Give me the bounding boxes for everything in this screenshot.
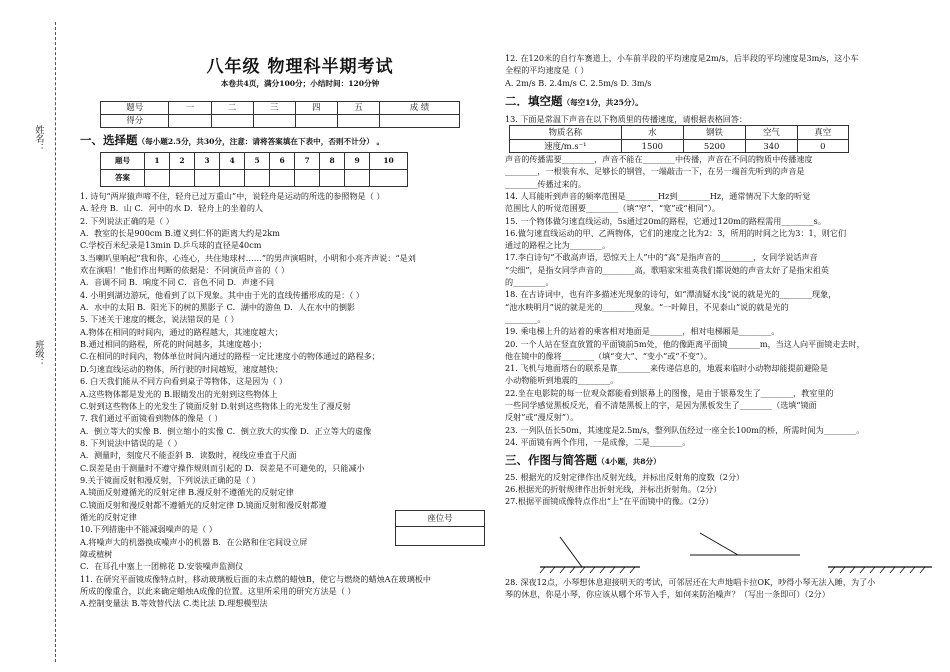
question-line: 7. 我们通过平面镜看到物体的像是（ ） — [80, 413, 223, 424]
answer-header: 3 — [195, 153, 220, 170]
answer-header: 2 — [170, 153, 195, 170]
section-1-questions — [80, 190, 485, 610]
score-header: 一 — [169, 102, 211, 115]
fill-in-line: 14. 人耳能听到声音的频率范围是________Hz到________Hz，通常情况下大象的听觉 — [505, 190, 811, 201]
question-line: B.通过相同的路程，所花的时间越多，其速度越小； — [80, 339, 267, 350]
score-header: 四 — [295, 102, 337, 115]
q12-line: 全程的平均速度是（ ） — [505, 65, 589, 76]
q28-line: 28. 深夜12点，小琴想休息迎接明天的考试，可邻居还在大声地唱卡拉OK，吵得小琴无法入睡，为了小 — [505, 577, 876, 587]
answer-header: 10 — [370, 153, 408, 170]
plane-mirror-figure — [828, 567, 932, 573]
score-header: 五 — [337, 102, 379, 115]
refraction-figure — [690, 533, 800, 555]
section-2-note: （每空1分，共25分）。 — [562, 97, 643, 107]
score-cell[interactable] — [337, 115, 379, 128]
speed-table — [509, 125, 849, 153]
mirror-figure — [540, 537, 640, 573]
speed-row — [510, 139, 849, 152]
section-3-note: （4小题，共8分） — [597, 457, 661, 467]
answer-cell[interactable] — [270, 170, 295, 187]
fill-in-line: 的________。 — [505, 277, 554, 288]
question-line: C.在相同的时间内，物体单位时间内通过的路程一定比速度小的物体通过的路程多； — [80, 351, 380, 362]
speed-header-row — [510, 126, 849, 139]
seat-label: 座位号 — [427, 513, 453, 523]
question-line: 9.关于镜面反射和漫反射，下列说法正确的是（ ） — [80, 474, 261, 485]
question-line: 欢在演唱！”他们作出判断的依据是：不同演员声音的（ ） — [80, 265, 290, 276]
question-line: 3.当喇叭里响起“我和你，心连心，共住地球村……”的男声演唱时，小明和小亮齐声说：“是刘 — [80, 252, 416, 263]
question-line: A．水中的太阳 B．阳光下的树的黑影子 C．湖中的游鱼 D．人在水中的倒影 — [80, 302, 356, 313]
binding-line — [55, 22, 56, 662]
question-line: A．倒立等大的实像 B．倒立缩小的实像 C．倒立放大的实像 D．正立等大的虚像 — [80, 425, 372, 436]
score-header: 三 — [253, 102, 295, 115]
q28 — [505, 576, 945, 601]
section-3-title: 三、作图与简答题 — [505, 453, 597, 468]
question-line: A.镜面反射遵循光的反射定律 B.漫反射不遵循光的反射定律 — [80, 487, 294, 498]
question-line: 1. 诗句“两岸猿声啼不住，轻舟已过万重山”中，说轻舟是运动的所选的参照物是（ ） — [80, 191, 385, 201]
speed-header: 真空 — [797, 126, 848, 139]
score-cell[interactable] — [169, 115, 211, 128]
answer-table — [100, 152, 408, 187]
score-table — [100, 101, 460, 128]
fill-in-line: 通过的路程之比为________。 — [505, 240, 611, 251]
q12-line: 12. 在120米的自行车赛道上，小车前半段的平均速度是2m/s，后半段的平均速度是3m/s，这小车 — [505, 53, 859, 63]
answer-header: 题号 — [101, 153, 145, 170]
fill-in-line: 21. 飞机与地面塔台的联系是靠________来传递信息的，地震来临时小动物却能提前避险是 — [505, 363, 829, 374]
speed-cell: 速度/m.s⁻¹ — [510, 139, 622, 152]
fill-in-line: 24. 平面镜有两个作用，一是成像，二是________。 — [505, 436, 691, 447]
answer-header: 4 — [220, 153, 245, 170]
fill-in-line: 20. 一个人站在竖直放置的平面镜前5m处，他的像距离平面镜________m，当这人向平面镜走去时， — [505, 338, 865, 349]
answer-cell[interactable] — [320, 170, 345, 187]
question-line: A.将噪声大的机器换成噪声小的机器 B．在公路和住宅间设立屏 — [80, 536, 308, 547]
speed-cell: 5200 — [683, 139, 745, 152]
drawing-questions — [505, 471, 945, 508]
answer-cell[interactable] — [295, 170, 320, 187]
answer-cell[interactable] — [195, 170, 220, 187]
question-line: A．测量时，刻度尺不能歪斜 B．读数时，视线应垂直于尺面 — [80, 450, 297, 461]
exam-title: 八年级 物理科半期考试 — [206, 57, 394, 77]
question-line: C.误差是由于测量时不遵守操作规则而引起的 D．误差是不可避免的，只能减小 — [80, 462, 365, 473]
question-line: A.物体在相同的时间内，通过的路程越大，其速度越大； — [80, 326, 283, 337]
answer-cell[interactable] — [245, 170, 270, 187]
score-cell[interactable] — [253, 115, 295, 128]
score-header: 二 — [211, 102, 253, 115]
score-header: 成 绩 — [380, 102, 460, 115]
question-line: A.这些物体都是发光的 B.眼睛发出的光射到这些物体上 — [80, 388, 278, 399]
question-line: 障或植树 — [80, 548, 113, 559]
drawing-question-line: 26.根据光的折射规律作出折射光线，并标出折射角。（2分） — [505, 483, 722, 494]
drawing-question-line: 27.根据平面镜成像特点作出“上”在平面镜中的像。（2分） — [505, 496, 714, 507]
score-cell[interactable] — [211, 115, 253, 128]
score-row-label: 得分 — [101, 115, 169, 128]
answer-cell[interactable] — [145, 170, 170, 187]
answer-header: 6 — [270, 153, 295, 170]
question-line: 2. 下列说法正确的是（ ） — [80, 215, 174, 226]
question-line: 11. 在研究平面镜成像特点时，移动玻璃板后面的未点燃的蜡烛B，使它与燃烧的蜡烛A在玻璃板中 — [80, 573, 431, 584]
question-line: 8. 下列说法中错误的是（ ） — [80, 437, 182, 448]
fill-in-line: 17.李白诗句“不敢高声语，恐惊天上人”中的“高”是指声音的________，女同学说话声音 — [505, 252, 818, 263]
class-label: 班级： — [33, 340, 44, 367]
question-line: 循光的反射定律 — [80, 511, 137, 522]
answer-header: 7 — [295, 153, 320, 170]
q13-line: 13. 下面是常温下声音在以下物质里的传播速度，请根据表格回答： — [505, 114, 748, 125]
fill-in-line: ________。 — [505, 313, 546, 324]
answer-cell[interactable] — [370, 170, 408, 187]
score-row — [101, 115, 460, 128]
fill-in-line: 他在镜中的像将________（填“变大”、“变小”或“不变”）。 — [505, 350, 712, 361]
exam-subtitle: 本卷共4页，满分100分；小结时间：120分钟 — [220, 79, 380, 88]
answer-header: 9 — [345, 153, 370, 170]
answer-header: 1 — [145, 153, 170, 170]
score-cell[interactable] — [380, 115, 460, 128]
fill-in-line: ________传播过来的。 — [505, 178, 586, 189]
question-line: 6. 白天我们能从不同方向看到桌子等物体，这是因为（ ） — [80, 376, 288, 387]
score-header: 题号 — [101, 102, 169, 115]
question-line: 所成的像重合，以此来确定蜡烛A成像的位置。这里所采用的研究方法是（ ） — [80, 586, 356, 596]
question-line: A.控制变量法 B.等效替代法 C.类比法 D.理想模型法 — [80, 598, 268, 609]
fill-in-line: 18. 在古诗词中，也有许多描述光现象的诗句，如“潭清疑水浅”说的就是光的________现象， — [505, 289, 837, 300]
q12-options: A. 2m/s B. 2.4m/s C. 2.5m/s D. 3m/s — [505, 77, 652, 88]
answer-row-label: 答案 — [101, 170, 145, 187]
speed-cell: 340 — [746, 139, 797, 152]
speed-header: 水 — [621, 126, 683, 139]
speed-cell: 1500 — [621, 139, 683, 152]
question-line: 5. 下述关于速度的概念，说法错误的是（ ） — [80, 314, 239, 325]
fill-in-line: 声音的传播需要________，声音不能在________中传播，声音在不同的物质中传播速度 — [505, 154, 813, 165]
fill-in-line: ________，一根装有水、足够长的钢管，一端敲击一下，在另一端首先听到的声音是 — [505, 166, 805, 177]
fill-in-line: “池水映明月”说的就是光的________现象。“一叶障目，不见泰山”说的就是光的 — [505, 301, 789, 312]
name-label: 姓名： — [33, 125, 44, 152]
question-line: D.匀速直线运动的物体，所行驶的时间越短，速度越快； — [80, 363, 284, 374]
speed-header: 物质名称 — [510, 126, 622, 139]
question-line: A. 轻舟 B．山 C．河中的水 D．轻舟上的坐着的人 — [80, 203, 264, 214]
section-1-title: 一、选择题 — [80, 133, 138, 147]
answer-cell[interactable] — [170, 170, 195, 187]
seat-number-box — [395, 510, 485, 546]
question-line: A．教室的长是900cm B.遵义到仁怀的距离大约是2km — [80, 228, 280, 239]
fill-in-line: 22.坐在电影院的每一位观众都能看到银幕上的图像，是由于银幕发生了________，教室里的 — [505, 387, 834, 398]
section-2-title: 二．填空题 — [505, 93, 563, 108]
question-line: C.学校百米纪录是13min D.乒乓球的直径是40cm — [80, 240, 262, 251]
score-header-row — [101, 102, 460, 115]
question-line: 10.下列措施中不能减弱噪声的是（ ） — [80, 524, 217, 535]
q28-line: 琴的休息，你是小琴，你应该从哪个环节入手，如何来防治噪声？（写出一条即可）（2分） — [505, 589, 830, 600]
speed-header: 空气 — [746, 126, 797, 139]
answer-cell[interactable] — [220, 170, 245, 187]
question-line: C.射到这些物体上的光发生了镜面反射 D.射到这些物体上的光发生了漫反射 — [80, 400, 351, 411]
answer-cell[interactable] — [345, 170, 370, 187]
score-cell[interactable] — [295, 115, 337, 128]
answer-header: 5 — [245, 153, 270, 170]
question-line: C．在耳孔中塞上一团棉花 D.安装噪声监测仪 — [80, 561, 244, 572]
question-line: C.镜面反射和漫反射都不遵循光的反射定律 D.镜面反射和漫反射都遵 — [80, 499, 327, 510]
question-line: 4. 小明到湖边游玩，他看到了以下现象。其中由于光的直线传播形成的是：（ ） — [80, 289, 365, 300]
fill-in-line: 16.做匀速直线运动的甲、乙两物体，它们的速度之比为2：3，所用的时间之比为3：1，则它们 — [505, 227, 847, 238]
speed-header: 钢铁 — [683, 126, 745, 139]
answer-row — [101, 170, 408, 187]
speed-cell: 0 — [797, 139, 848, 152]
fill-in-line: “尖细”，是指女同学声音的________高，歌唱家宋祖英我们都说她的声音太好了是指宋祖英 — [505, 264, 829, 275]
fill-in-questions — [505, 153, 945, 448]
answer-header: 8 — [320, 153, 345, 170]
fill-in-line: 19. 乘电梯上升的站着的乘客相对地面是________，相对电梯厢是________。 — [505, 326, 780, 337]
answer-header-row — [101, 153, 408, 170]
fill-in-line: 15. 一个物体做匀速直线运动，5s通过20m的路程，它通过120m的路程需用________s。 — [505, 215, 826, 226]
question-line: A．音调不同 B．响度不同 C．音色不同 D．声速不同 — [80, 277, 275, 288]
fill-in-line: 反射”或“漫反射”）。 — [505, 412, 579, 423]
section-1-heading — [80, 133, 384, 149]
section-1-note: （每小题2.5分，共30分，注意：请将答案填在下表中，否则不计分） 。 — [137, 137, 385, 146]
fill-in-line: 一些同学感觉黑板反光，看不清楚黑板上的字，是因为黑板发生了________（选填“镜面 — [505, 400, 817, 411]
fill-in-line: 小动物能听到地震的________。 — [505, 375, 619, 386]
right-column — [505, 52, 945, 507]
drawing-question-line: 25. 根据光的反射定律作出反射光线，并标出反射角的度数（2分） — [505, 471, 745, 482]
fill-in-line: 范围比人的听觉范围要________（填“窄”、“宽”或“相同”）。 — [505, 203, 721, 214]
fill-in-line: 23. 一列队伍长50m，其速度是2.5m/s，整列队伍经过一座全长100m的桥，所需时间为________。 — [505, 424, 865, 435]
